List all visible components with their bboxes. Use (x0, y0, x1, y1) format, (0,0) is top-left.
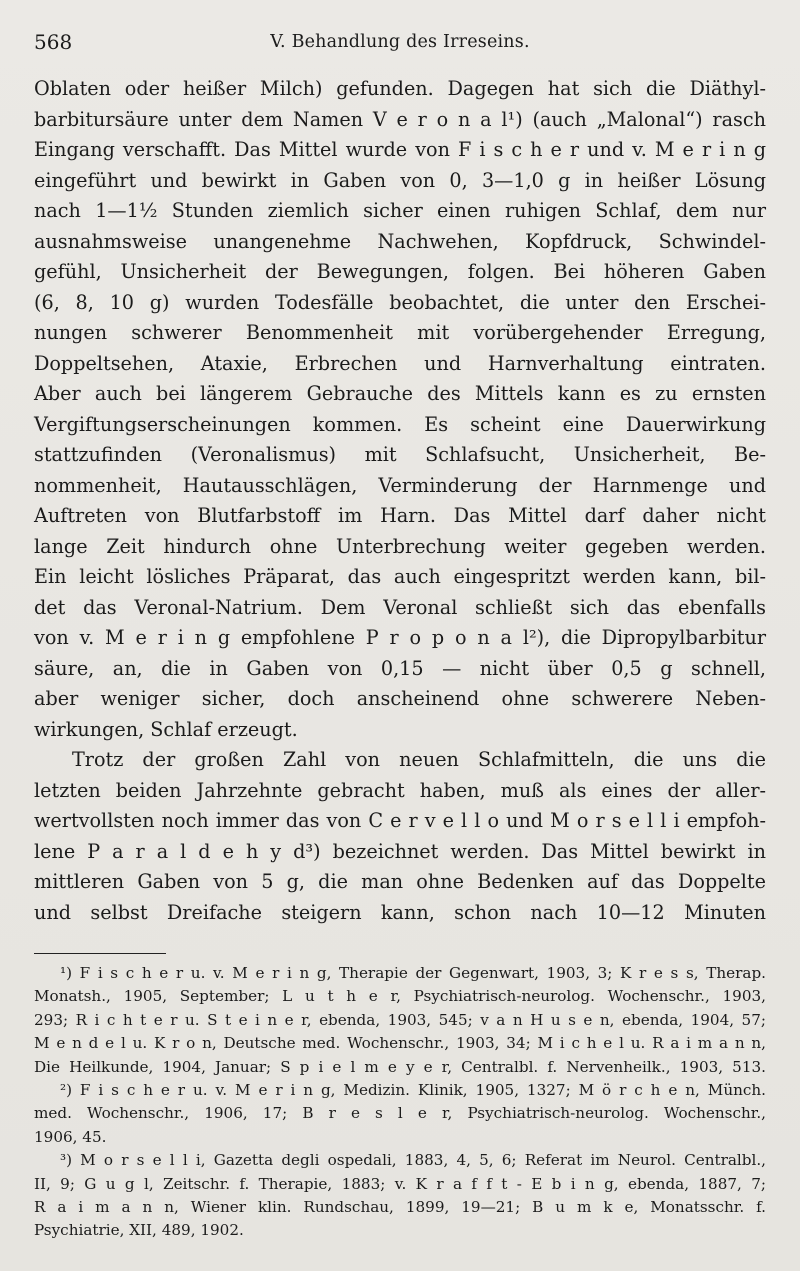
text-line: wirkungen, Schlaf erzeugt. (34, 717, 298, 741)
text-line: nungen schwerer Benommenheit mit vorübergehender Erregung, (34, 321, 766, 344)
footnote-separator (34, 953, 166, 954)
text-line: letzten beiden Jahrzehnte gebracht haben, muß als eines der aller- (34, 778, 766, 802)
footnote-line: Die Heilkunde, 1904, Januar; S p i e l m e y e r, Centralbl. f. Nervenheilk., 1903, 513. (34, 1057, 766, 1076)
text-line: lange Zeit hindurch ohne Unterbrechung weiter gegeben werden. (34, 534, 766, 558)
text-line: nommenheit, Hautausschlägen, Verminderung der Harnmenge und (34, 473, 766, 497)
footnote-line: ¹) F i s c h e r u. v. M e r i n g, Therapie der Gegenwart, 1903, 3; K r e s s, Therap. (60, 964, 766, 982)
text-line: mittleren Gaben von 5 g, die man ohne Bedenken auf das Doppelte (34, 870, 766, 893)
footnote-line: 293; R i c h t e r u. S t e i n e r, ebenda, 1903, 545; v a n H u s e n, ebenda, 1904, 57; (34, 1010, 766, 1029)
text-line: ausnahmsweise unangenehme Nachwehen, Kopfdruck, Schwindel- (34, 229, 766, 253)
footnote-line: Psychiatrie, XII, 489, 1902. (34, 1221, 244, 1240)
text-line: lene P a r a l d e h y d³) bezeichnet werden. Das Mittel bewirkt in (34, 839, 766, 863)
text-line: Aber auch bei längerem Gebrauche des Mittels kann es zu ernsten (34, 382, 766, 405)
page-header (34, 30, 766, 60)
text-line: Vergiftungserscheinungen kommen. Es scheint eine Dauerwirkung (34, 412, 766, 436)
footnotes (34, 962, 766, 1243)
text-line: wertvollsten noch immer das von C e r v e l l o und M o r s e l l i empfoh- (34, 809, 766, 832)
running-head: V. Behandlung des Irreseins. (270, 32, 530, 52)
text-line: säure, an, die in Gaben von 0,15 — nicht über 0,5 g schnell, (34, 656, 766, 680)
footnote-line: M e n d e l u. K r o n, Deutsche med. Wochenschr., 1903, 34; M i c h e l u. R a i m a n n, (34, 1034, 766, 1053)
footnote-line: ³) M o r s e l l i, Gazetta degli ospedali, 1883, 4, 5, 6; Referat im Neurol. Centralbl., (60, 1151, 766, 1170)
text-line: von v. M e r i n g empfohlene P r o p o n a l²), die Dipropylbarbitur (34, 626, 766, 649)
text-line: Eingang verschafft. Das Mittel wurde von F i s c h e r und v. M e r i n g (34, 138, 766, 161)
text-line: barbitursäure unter dem Namen V e r o n a l¹) (auch „Malonal“) rasch (34, 107, 766, 131)
text-line: stattzufinden (Veronalismus) mit Schlafsucht, Unsicherheit, Be- (34, 443, 766, 466)
text-line: Trotz der großen Zahl von neuen Schlafmitteln, die uns die (72, 748, 766, 771)
text-line: Doppeltsehen, Ataxie, Erbrechen und Harnverhaltung eintraten. (34, 351, 766, 375)
text-line: gefühl, Unsicherheit der Bewegungen, folgen. Bei höheren Gaben (34, 260, 766, 283)
text-line: Auftreten von Blutfarbstoff im Harn. Das Mittel darf daher nicht (34, 504, 766, 527)
footnote-line: 1906, 45. (34, 1127, 107, 1146)
main-text (34, 74, 766, 928)
text-line: Oblaten oder heißer Milch) gefunden. Dagegen hat sich die Diäthyl- (34, 77, 766, 100)
text-line: Ein leicht lösliches Präparat, das auch eingespritzt werden kann, bil- (34, 565, 766, 588)
footnote-line: ²) F i s c h e r u. v. M e r i n g, Medizin. Klinik, 1905, 1327; M ö r c h e n, Münch. (60, 1080, 766, 1099)
text-line: aber weniger sicher, doch anscheinend ohne schwerere Neben- (34, 687, 766, 710)
page-number: 568 (34, 30, 73, 54)
text-line: (6, 8, 10 g) wurden Todesfälle beobachtet, die unter den Erschei- (34, 290, 766, 314)
text-line: eingeführt und bewirkt in Gaben von 0, 3—1,0 g in heißer Lösung (34, 168, 766, 192)
footnote-line: med. Wochenschr., 1906, 17; B r e s l e r, Psychiatrisch-neurolog. Wochenschr., (34, 1104, 766, 1123)
text-line: und selbst Dreifache steigern kann, schon nach 10—12 Minuten (34, 900, 766, 924)
footnote-line: R a i m a n n, Wiener klin. Rundschau, 1899, 19—21; B u m k e, Monatsschr. f. (34, 1197, 766, 1216)
text-line: det das Veronal-Natrium. Dem Veronal schließt sich das ebenfalls (34, 595, 766, 619)
footnote-line: II, 9; G u g l, Zeitschr. f. Therapie, 1883; v. K r a f f t - E b i n g, ebenda, 1887, 7; (34, 1174, 766, 1193)
footnote-line: Monatsh., 1905, September; L u t h e r, Psychiatrisch-neurolog. Wochenschr., 1903, (34, 987, 766, 1006)
text-line: nach 1—1½ Stunden ziemlich sicher einen ruhigen Schlaf, dem nur (34, 199, 766, 222)
